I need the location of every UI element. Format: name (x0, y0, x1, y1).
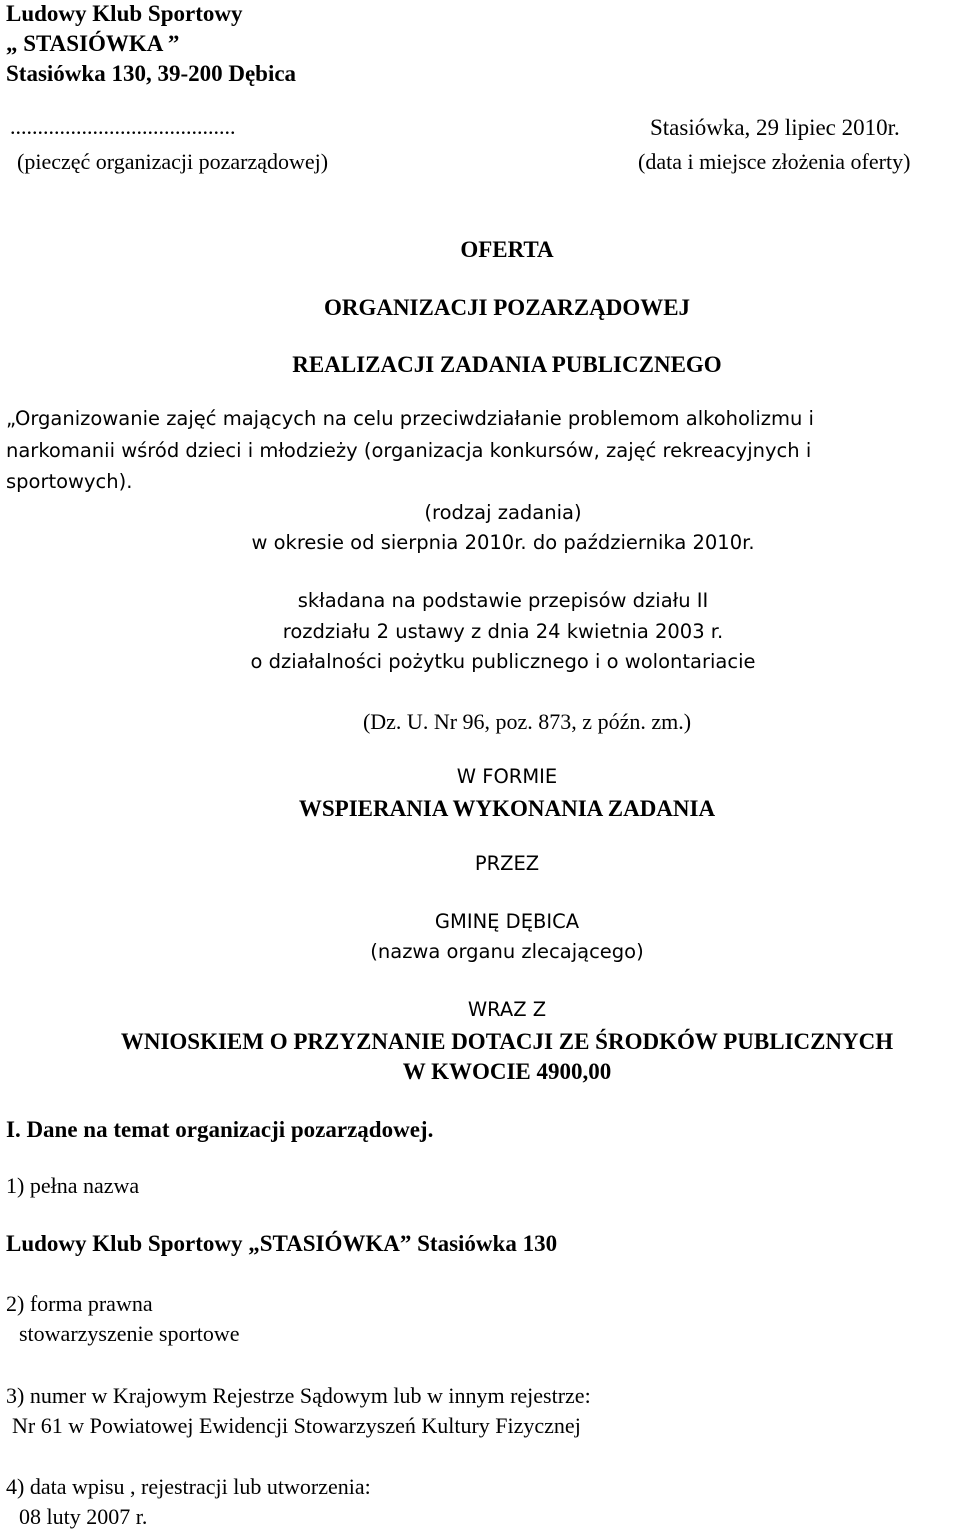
task-caption: (rodzaj zadania) (424, 501, 582, 524)
w-formie: W FORMIE (456, 765, 558, 788)
org-address: Stasiówka 130, 39-200 Dębica (6, 61, 297, 86)
legal-reference: (Dz. U. Nr 96, poz. 873, z późn. zm.) (362, 709, 692, 734)
request-amount: W KWOCIE 4900,00 (402, 1059, 612, 1084)
legal-line-1: składana na podstawie przepisów działu II (297, 589, 709, 612)
q3-value: Nr 61 w Powiatowej Ewidencji Stowarzyszeń Kultury Fizycznej (12, 1413, 581, 1438)
q1-label: 1) pełna nazwa (6, 1173, 140, 1198)
q2-label: 2) forma prawna (6, 1291, 153, 1316)
organ-caption: (nazwa organu zlecającego) (370, 940, 644, 963)
section-heading: I. Dane na temat organizacji pozarządowej. (6, 1117, 434, 1142)
place-date: Stasiówka, 29 lipiec 2010r. (650, 115, 900, 140)
q4-value: 08 luty 2007 r. (19, 1504, 148, 1529)
task-period: w okresie od sierpnia 2010r. do października 2010r. (251, 531, 755, 554)
org-name-quoted: „ STASIÓWKA ” (6, 31, 180, 56)
title-oferta: OFERTA (460, 237, 554, 262)
task-line-1: „Organizowanie zajęć mających na celu przeciwdziałanie problemom alkoholizmu i (6, 407, 814, 430)
stamp-dots: ......................................... (10, 114, 236, 139)
q3-label: 3) numer w Krajowym Rejestrze Sądowym lub w innym rejestrze: (6, 1383, 591, 1408)
org-name: Ludowy Klub Sportowy (6, 1, 243, 26)
legal-line-3: o działalności pożytku publicznego i o wolontariacie (250, 650, 756, 673)
q2-value: stowarzyszenie sportowe (19, 1321, 240, 1346)
form-mode: WSPIERANIA WYKONANIA ZADANIA (298, 796, 716, 821)
organ-name: GMINĘ DĘBICA (434, 910, 580, 933)
task-line-3: sportowych). (6, 470, 133, 493)
wraz-z: WRAZ Z (467, 998, 547, 1021)
request-title: WNIOSKIEM O PRZYZNANIE DOTACJI ZE ŚRODKÓW PUBLICZNYCH (120, 1029, 894, 1054)
task-line-2: narkomanii wśród dzieci i młodzieży (organizacja konkursów, zajęć rekreacyjnych i (6, 439, 812, 462)
title-task: REALIZACJI ZADANIA PUBLICZNEGO (292, 352, 722, 377)
q4-label: 4) data wpisu , rejestracji lub utworzenia: (6, 1474, 371, 1499)
legal-line-2: rozdziału 2 ustawy z dnia 24 kwietnia 2003 r. (282, 620, 724, 643)
przez: PRZEZ (474, 852, 540, 875)
date-caption: (data i miejsce złożenia oferty) (638, 149, 911, 174)
title-org: ORGANIZACJI POZARZĄDOWEJ (323, 295, 691, 320)
q1-value: Ludowy Klub Sportowy „STASIÓWKA” Stasiówka 130 (6, 1231, 558, 1256)
stamp-caption: (pieczęć organizacji pozarządowej) (17, 149, 329, 174)
